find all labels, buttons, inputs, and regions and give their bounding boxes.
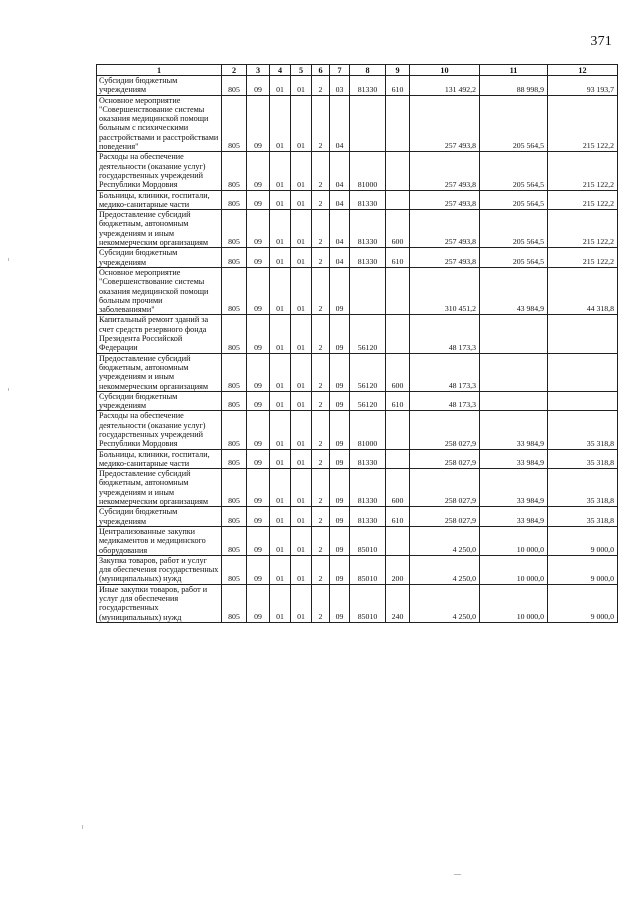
cell-code-c9	[386, 411, 410, 449]
cell-code-c2: 805	[222, 95, 247, 152]
cell-code-c9	[386, 152, 410, 190]
cell-amount-c12: 215 122,2	[548, 210, 618, 248]
column-header-12: 12	[548, 65, 618, 76]
cell-amount-c12: 9 000,0	[548, 584, 618, 622]
cell-amount-c11: 205 564,5	[480, 152, 548, 190]
cell-amount-c10: 257 493,8	[410, 210, 480, 248]
table-row	[97, 449, 618, 469]
cell-code-c8: 81330	[350, 190, 386, 210]
column-header-4: 4	[270, 65, 291, 76]
cell-amount-c12: 215 122,2	[548, 248, 618, 268]
cell-code-c7: 04	[330, 152, 350, 190]
table-row	[97, 469, 618, 507]
cell-code-c6: 2	[312, 584, 330, 622]
cell-code-c6: 2	[312, 391, 330, 411]
cell-code-c8: 85010	[350, 526, 386, 555]
cell-code-c5: 01	[291, 411, 312, 449]
table-row	[97, 152, 618, 190]
cell-amount-c11: 33 984,9	[480, 469, 548, 507]
cell-amount-c11: 205 564,5	[480, 95, 548, 152]
cell-code-c7: 09	[330, 411, 350, 449]
cell-code-c7: 09	[330, 526, 350, 555]
cell-code-c6: 2	[312, 555, 330, 584]
cell-code-c5: 01	[291, 353, 312, 391]
cell-code-c7: 09	[330, 449, 350, 469]
cell-amount-c10: 4 250,0	[410, 526, 480, 555]
cell-amount-c11: 10 000,0	[480, 555, 548, 584]
cell-code-c4: 01	[270, 555, 291, 584]
cell-code-c5: 01	[291, 248, 312, 268]
row-name: Централизованные закупки медикаментов и медицинского оборудования	[97, 526, 222, 555]
cell-code-c5: 01	[291, 449, 312, 469]
cell-amount-c12: 9 000,0	[548, 555, 618, 584]
cell-amount-c11	[480, 391, 548, 411]
cell-code-c3: 09	[247, 152, 270, 190]
cell-code-c9: 610	[386, 248, 410, 268]
cell-code-c3: 09	[247, 210, 270, 248]
cell-code-c5: 01	[291, 210, 312, 248]
cell-amount-c10: 310 451,2	[410, 267, 480, 314]
row-name: Больницы, клиники, госпитали, медико-санитарные части	[97, 449, 222, 469]
row-name: Субсидии бюджетным учреждениям	[97, 76, 222, 96]
cell-amount-c10: 48 173,3	[410, 353, 480, 391]
cell-code-c8: 81330	[350, 76, 386, 96]
cell-code-c5: 01	[291, 95, 312, 152]
cell-amount-c11: 88 998,9	[480, 76, 548, 96]
cell-amount-c10: 257 493,8	[410, 95, 480, 152]
table-row	[97, 76, 618, 96]
cell-code-c3: 09	[247, 190, 270, 210]
cell-code-c2: 805	[222, 584, 247, 622]
cell-code-c6: 2	[312, 353, 330, 391]
table-row	[97, 190, 618, 210]
cell-code-c8: 56120	[350, 391, 386, 411]
cell-code-c2: 805	[222, 507, 247, 527]
table-row	[97, 353, 618, 391]
cell-amount-c10: 257 493,8	[410, 190, 480, 210]
row-name: Закупка товаров, работ и услуг для обеспечения государственных (муниципальных) нужд	[97, 555, 222, 584]
cell-amount-c12: 93 193,7	[548, 76, 618, 96]
cell-code-c6: 2	[312, 267, 330, 314]
cell-amount-c12	[548, 315, 618, 353]
row-name: Субсидии бюджетным учреждениям	[97, 391, 222, 411]
cell-amount-c12	[548, 391, 618, 411]
table-row	[97, 210, 618, 248]
cell-code-c8: 81330	[350, 507, 386, 527]
cell-code-c4: 01	[270, 391, 291, 411]
table-header	[97, 65, 618, 76]
cell-code-c3: 09	[247, 353, 270, 391]
cell-code-c5: 01	[291, 526, 312, 555]
cell-code-c2: 805	[222, 315, 247, 353]
cell-amount-c12: 9 000,0	[548, 526, 618, 555]
cell-code-c9: 610	[386, 507, 410, 527]
cell-code-c2: 805	[222, 353, 247, 391]
cell-amount-c12: 35 318,8	[548, 411, 618, 449]
cell-code-c6: 2	[312, 449, 330, 469]
cell-code-c8: 81330	[350, 248, 386, 268]
cell-code-c2: 805	[222, 248, 247, 268]
cell-amount-c12: 215 122,2	[548, 95, 618, 152]
cell-amount-c12: 44 318,8	[548, 267, 618, 314]
cell-code-c7: 04	[330, 210, 350, 248]
cell-code-c3: 09	[247, 555, 270, 584]
cell-code-c3: 09	[247, 391, 270, 411]
cell-code-c2: 805	[222, 76, 247, 96]
cell-code-c4: 01	[270, 190, 291, 210]
cell-code-c6: 2	[312, 152, 330, 190]
cell-code-c8: 81330	[350, 449, 386, 469]
row-name: Субсидии бюджетным учреждениям	[97, 248, 222, 268]
row-name: Предоставление субсидий бюджетным, автономным учреждениям и иным некоммерческим организациям	[97, 210, 222, 248]
column-header-10: 10	[410, 65, 480, 76]
cell-code-c7: 09	[330, 315, 350, 353]
cell-amount-c11: 205 564,5	[480, 210, 548, 248]
cell-amount-c10: 258 027,9	[410, 449, 480, 469]
cell-amount-c11: 205 564,5	[480, 190, 548, 210]
row-name: Больницы, клиники, госпитали, медико-санитарные части	[97, 190, 222, 210]
cell-amount-c10: 4 250,0	[410, 584, 480, 622]
cell-code-c6: 2	[312, 95, 330, 152]
cell-code-c2: 805	[222, 391, 247, 411]
cell-amount-c10: 257 493,8	[410, 152, 480, 190]
cell-code-c3: 09	[247, 95, 270, 152]
cell-code-c4: 01	[270, 449, 291, 469]
column-header-1: 1	[97, 65, 222, 76]
cell-code-c4: 01	[270, 411, 291, 449]
cell-code-c8: 81330	[350, 469, 386, 507]
cell-code-c7: 03	[330, 76, 350, 96]
cell-code-c5: 01	[291, 267, 312, 314]
cell-code-c7: 09	[330, 267, 350, 314]
cell-code-c6: 2	[312, 190, 330, 210]
cell-code-c3: 09	[247, 449, 270, 469]
cell-amount-c11	[480, 315, 548, 353]
cell-code-c4: 01	[270, 353, 291, 391]
cell-code-c9	[386, 190, 410, 210]
cell-code-c4: 01	[270, 526, 291, 555]
cell-code-c8: 85010	[350, 584, 386, 622]
cell-code-c5: 01	[291, 190, 312, 210]
table-body	[97, 76, 618, 623]
cell-code-c8: 56120	[350, 315, 386, 353]
row-name: Предоставление субсидий бюджетным, автономным учреждениям и иным некоммерческим организациям	[97, 353, 222, 391]
cell-amount-c10: 258 027,9	[410, 411, 480, 449]
cell-code-c9: 600	[386, 469, 410, 507]
cell-code-c2: 805	[222, 555, 247, 584]
cell-code-c8	[350, 267, 386, 314]
cell-code-c8: 81330	[350, 210, 386, 248]
cell-code-c4: 01	[270, 469, 291, 507]
column-header-7: 7	[330, 65, 350, 76]
cell-code-c3: 09	[247, 315, 270, 353]
cell-code-c5: 01	[291, 391, 312, 411]
table-row	[97, 315, 618, 353]
cell-amount-c10: 131 492,2	[410, 76, 480, 96]
cell-amount-c11: 10 000,0	[480, 526, 548, 555]
cell-amount-c12: 35 318,8	[548, 469, 618, 507]
cell-code-c3: 09	[247, 526, 270, 555]
cell-amount-c12: 215 122,2	[548, 152, 618, 190]
cell-code-c7: 04	[330, 95, 350, 152]
cell-code-c5: 01	[291, 152, 312, 190]
cell-code-c9: 240	[386, 584, 410, 622]
table-row	[97, 391, 618, 411]
cell-code-c4: 01	[270, 248, 291, 268]
table-row	[97, 507, 618, 527]
row-name: Основное мероприятие "Совершенствование системы оказания медицинской помощи больным прочими заболеваниями"	[97, 267, 222, 314]
cell-code-c3: 09	[247, 507, 270, 527]
cell-code-c6: 2	[312, 248, 330, 268]
cell-code-c2: 805	[222, 152, 247, 190]
cell-code-c4: 01	[270, 315, 291, 353]
cell-code-c2: 805	[222, 190, 247, 210]
cell-code-c4: 01	[270, 210, 291, 248]
cell-code-c2: 805	[222, 267, 247, 314]
column-header-9: 9	[386, 65, 410, 76]
cell-code-c6: 2	[312, 315, 330, 353]
cell-code-c7: 09	[330, 555, 350, 584]
column-header-8: 8	[350, 65, 386, 76]
cell-code-c2: 805	[222, 449, 247, 469]
table-row	[97, 411, 618, 449]
cell-code-c8	[350, 95, 386, 152]
cell-code-c9	[386, 526, 410, 555]
cell-code-c7: 09	[330, 353, 350, 391]
cell-code-c9	[386, 95, 410, 152]
column-header-6: 6	[312, 65, 330, 76]
cell-amount-c11	[480, 353, 548, 391]
row-name: Капитальный ремонт зданий за счет средств резервного фонда Президента Российской Федерации	[97, 315, 222, 353]
cell-amount-c11: 43 984,9	[480, 267, 548, 314]
cell-code-c4: 01	[270, 152, 291, 190]
scan-artifact	[8, 388, 9, 391]
cell-code-c6: 2	[312, 210, 330, 248]
cell-code-c9: 600	[386, 353, 410, 391]
cell-amount-c11: 33 984,9	[480, 449, 548, 469]
cell-code-c9	[386, 267, 410, 314]
cell-code-c6: 2	[312, 411, 330, 449]
cell-code-c8: 81000	[350, 411, 386, 449]
cell-code-c9: 610	[386, 391, 410, 411]
cell-amount-c12	[548, 353, 618, 391]
cell-code-c7: 04	[330, 248, 350, 268]
cell-amount-c10: 258 027,9	[410, 469, 480, 507]
cell-code-c5: 01	[291, 469, 312, 507]
cell-amount-c11: 205 564,5	[480, 248, 548, 268]
column-header-2: 2	[222, 65, 247, 76]
cell-code-c3: 09	[247, 584, 270, 622]
cell-code-c9: 600	[386, 210, 410, 248]
table-row	[97, 555, 618, 584]
row-name: Расходы на обеспечение деятельности (оказание услуг) государственных учреждений Республики Мордовия	[97, 411, 222, 449]
row-name: Расходы на обеспечение деятельности (оказание услуг) государственных учреждений Республики Мордовия	[97, 152, 222, 190]
cell-code-c4: 01	[270, 95, 291, 152]
cell-code-c4: 01	[270, 76, 291, 96]
cell-amount-c12: 215 122,2	[548, 190, 618, 210]
cell-amount-c10: 48 173,3	[410, 315, 480, 353]
cell-code-c7: 09	[330, 507, 350, 527]
cell-amount-c11: 10 000,0	[480, 584, 548, 622]
cell-amount-c10: 258 027,9	[410, 507, 480, 527]
cell-code-c5: 01	[291, 315, 312, 353]
cell-amount-c10: 4 250,0	[410, 555, 480, 584]
cell-amount-c12: 35 318,8	[548, 507, 618, 527]
cell-amount-c12: 35 318,8	[548, 449, 618, 469]
cell-code-c2: 805	[222, 411, 247, 449]
cell-code-c4: 01	[270, 507, 291, 527]
cell-code-c7: 09	[330, 391, 350, 411]
header-row	[97, 65, 618, 76]
table-row	[97, 584, 618, 622]
cell-code-c4: 01	[270, 584, 291, 622]
cell-code-c9	[386, 315, 410, 353]
budget-table	[96, 64, 618, 623]
table-row	[97, 267, 618, 314]
cell-code-c8: 85010	[350, 555, 386, 584]
budget-table-container	[96, 64, 617, 623]
cell-code-c3: 09	[247, 76, 270, 96]
cell-code-c3: 09	[247, 469, 270, 507]
cell-code-c5: 01	[291, 584, 312, 622]
row-name: Основное мероприятие "Совершенствование системы оказания медицинской помощи больным с психическими расстройствами и расстройствами поведения"	[97, 95, 222, 152]
cell-code-c2: 805	[222, 210, 247, 248]
scan-artifact	[8, 258, 9, 261]
cell-code-c6: 2	[312, 526, 330, 555]
scan-artifact	[82, 825, 83, 829]
cell-code-c3: 09	[247, 248, 270, 268]
cell-code-c2: 805	[222, 469, 247, 507]
column-header-3: 3	[247, 65, 270, 76]
cell-code-c8: 56120	[350, 353, 386, 391]
cell-code-c9: 200	[386, 555, 410, 584]
column-header-11: 11	[480, 65, 548, 76]
table-row	[97, 248, 618, 268]
cell-code-c2: 805	[222, 526, 247, 555]
cell-code-c6: 2	[312, 76, 330, 96]
row-name: Иные закупки товаров, работ и услуг для обеспечения государственных (муниципальных) нужд	[97, 584, 222, 622]
cell-code-c6: 2	[312, 469, 330, 507]
cell-amount-c10: 48 173,3	[410, 391, 480, 411]
row-name: Субсидии бюджетным учреждениям	[97, 507, 222, 527]
cell-code-c7: 09	[330, 469, 350, 507]
row-name: Предоставление субсидий бюджетным, автономным учреждениям и иным некоммерческим организациям	[97, 469, 222, 507]
cell-code-c7: 04	[330, 190, 350, 210]
table-row	[97, 95, 618, 152]
cell-code-c7: 09	[330, 584, 350, 622]
cell-code-c9: 610	[386, 76, 410, 96]
cell-code-c3: 09	[247, 411, 270, 449]
page-number: 371	[590, 34, 612, 49]
cell-amount-c10: 257 493,8	[410, 248, 480, 268]
cell-amount-c11: 33 984,9	[480, 507, 548, 527]
cell-code-c6: 2	[312, 507, 330, 527]
cell-code-c5: 01	[291, 555, 312, 584]
table-row	[97, 526, 618, 555]
column-header-5: 5	[291, 65, 312, 76]
cell-amount-c11: 33 984,9	[480, 411, 548, 449]
scan-artifact	[454, 874, 461, 875]
cell-code-c8: 81000	[350, 152, 386, 190]
cell-code-c5: 01	[291, 76, 312, 96]
cell-code-c4: 01	[270, 267, 291, 314]
cell-code-c5: 01	[291, 507, 312, 527]
cell-code-c9	[386, 449, 410, 469]
cell-code-c3: 09	[247, 267, 270, 314]
